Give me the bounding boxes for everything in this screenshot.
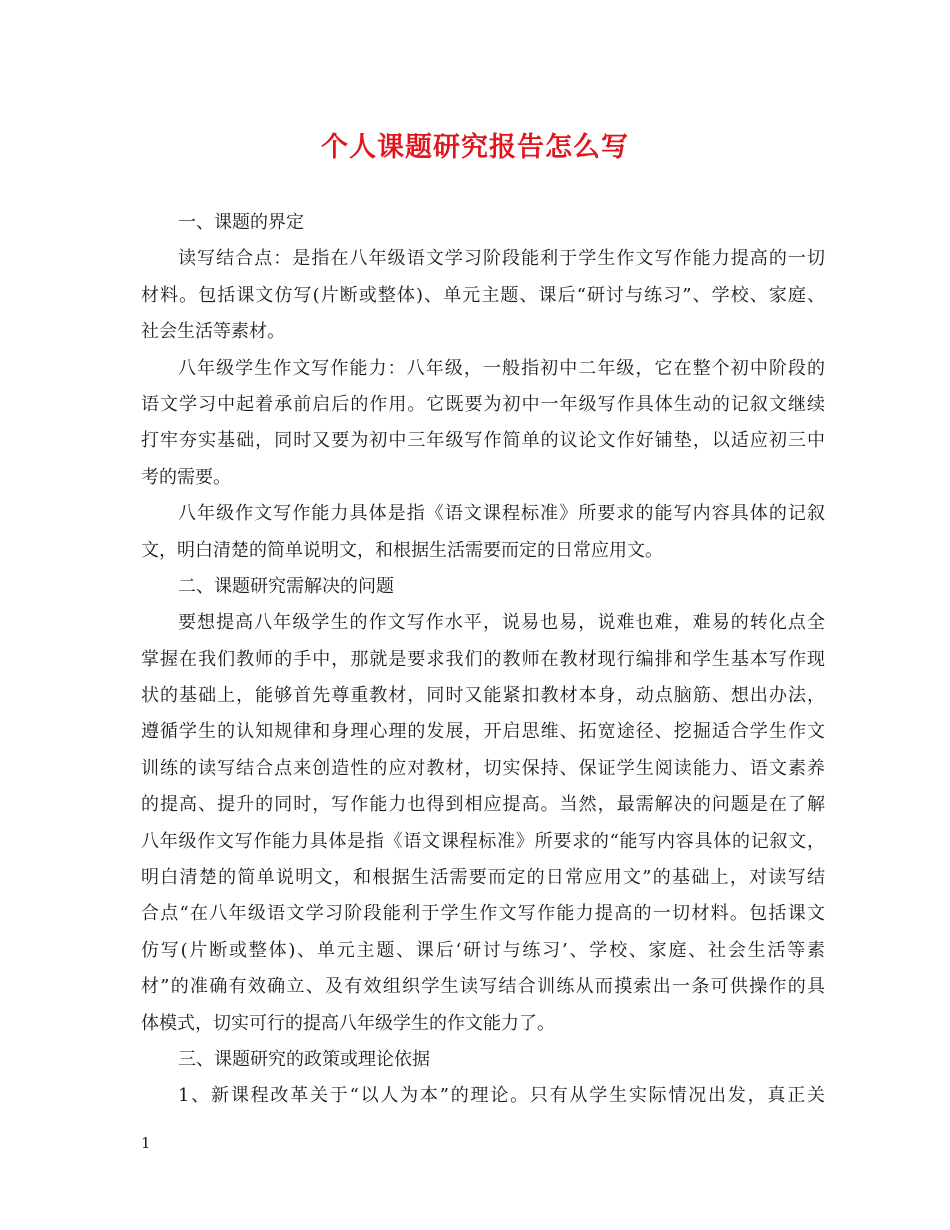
text-line: 1、新课程改革关于“以人为本”的理论。只有从学生实际情况出发，真正关 [178,1085,825,1107]
text-line: 要想提高八年级学生的作文写作水平，说易也易，说难也难，难易的转化点全 [178,612,825,634]
text-line: 打牢夯实基础，同时又要为初中三年级写作简单的议论文作好铺垫，以适应初三中 [141,430,825,452]
document-title: 个人课题研究报告怎么写 [321,132,629,163]
text-line: 材料。包括课文仿写(片断或整体)、单元主题、课后“研讨与练习”、学校、家庭、 [141,284,825,306]
text-line: 仿写(片断或整体)、单元主题、课后‘研讨与练习’、学校、家庭、社会生活等素 [141,939,825,961]
text-line: 八年级学生作文写作能力：八年级，一般指初中二年级，它在整个初中阶段的 [178,357,825,379]
text-line: 遵循学生的认知规律和身理心理的发展，开启思维、拓宽途径、挖掘适合学生作文 [141,721,825,743]
document-body [141,205,825,1115]
text-line: 合点“在八年级语文学习阶段能利于学生作文写作能力提高的一切材料。包括课文 [141,903,825,925]
text-line: 明白清楚的简单说明文，和根据生活需要而定的日常应用文”的基础上，对读写结 [141,867,825,889]
text-line: 训练的读写结合点来创造性的应对教材，切实保持、保证学生阅读能力、语文素养 [141,757,825,779]
text-line: 体模式，切实可行的提高八年级学生的作文能力了。 [141,1012,555,1034]
text-line: 考的需要。 [141,466,231,488]
text-line: 三、课题研究的政策或理论依据 [178,1048,430,1070]
text-line: 读写结合点：是指在八年级语文学习阶段能利于学生作文写作能力提高的一切 [178,248,825,270]
text-line: 文，明白清楚的简单说明文，和根据生活需要而定的日常应用文。 [141,539,663,561]
text-line: 八年级作文写作能力具体是指《语文课程标准》所要求的“能写内容具体的记叙文， [141,830,825,852]
text-line: 材”的准确有效确立、及有效组织学生读写结合训练从而摸索出一条可供操作的具 [141,976,825,998]
text-line: 社会生活等素材。 [141,321,285,343]
page-number: 1 [141,1134,151,1152]
text-line: 二、课题研究需解决的问题 [178,575,394,597]
text-line: 一、课题的界定 [178,212,304,233]
text-line: 语文学习中起着承前启后的作用。它既要为初中一年级写作具体生动的记叙文继续 [141,393,825,415]
text-line: 的提高、提升的同时，写作能力也得到相应提高。当然，最需解决的问题是在了解 [141,794,825,816]
text-line: 状的基础上，能够首先尊重教材，同时又能紧扣教材本身，动点脑筋、想出办法， [141,685,825,707]
text-line: 八年级作文写作能力具体是指《语文课程标准》所要求的能写内容具体的记叙 [178,503,825,525]
text-line: 掌握在我们教师的手中，那就是要求我们的教师在教材现行编排和学生基本写作现 [141,648,825,670]
